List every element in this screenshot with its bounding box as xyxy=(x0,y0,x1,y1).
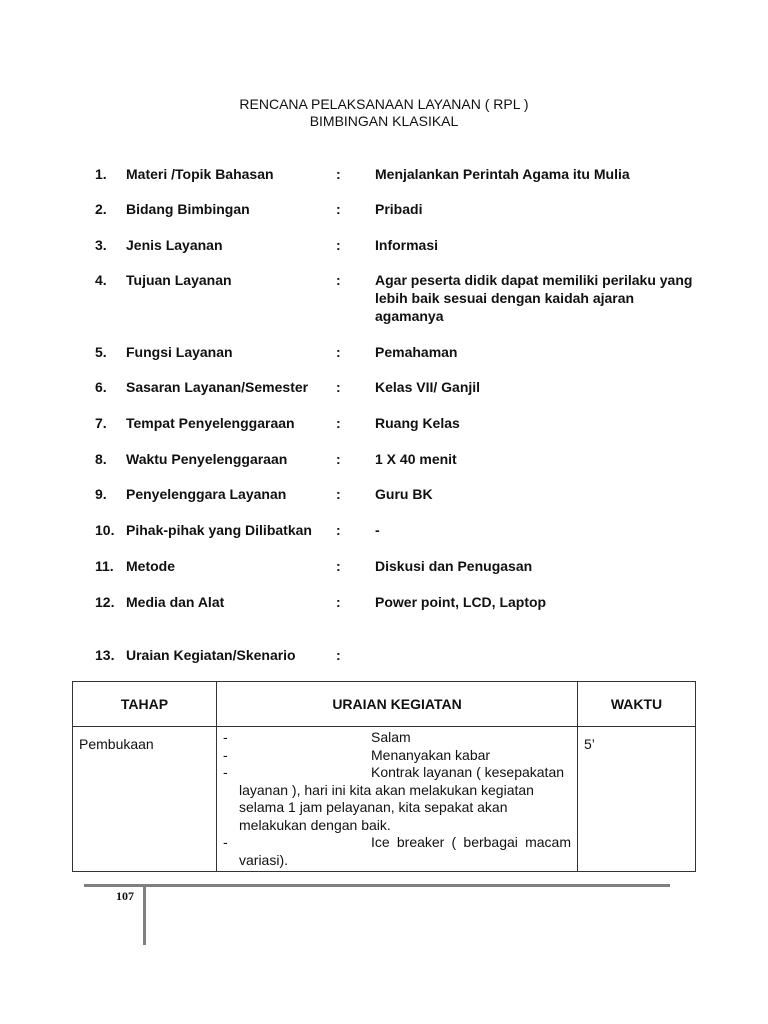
item-colon: : xyxy=(336,522,341,538)
footer-rule xyxy=(84,884,670,887)
item-label: Penyelenggara Layanan xyxy=(126,486,287,502)
item-value: 1 X 40 menit xyxy=(375,451,457,467)
item-colon: : xyxy=(336,486,341,502)
activity-text: Menanyakan kabar xyxy=(371,746,491,763)
cell-tahap: Pembukaan xyxy=(73,727,217,872)
item-number: 8. xyxy=(95,451,107,467)
table-row xyxy=(73,727,696,872)
item-colon: : xyxy=(336,647,341,663)
item-label: Fungsi Layanan xyxy=(126,344,233,360)
item-colon: : xyxy=(336,415,341,431)
activity-item xyxy=(223,747,571,765)
activity-text: Salam xyxy=(371,729,411,745)
item-label: Metode xyxy=(126,558,175,574)
item-colon: : xyxy=(336,379,341,395)
page-number: 107 xyxy=(116,889,134,903)
item-number: 6. xyxy=(95,379,107,395)
item-value: Pemahaman xyxy=(375,344,458,360)
item-value: Agar peserta didik dapat memiliki perilaku yang lebih baik sesuai dengan kaidah ajaran agamanya xyxy=(375,272,693,324)
item-value: Diskusi dan Penugasan xyxy=(375,558,533,574)
item-value: Guru BK xyxy=(375,486,433,502)
item-number: 3. xyxy=(95,237,107,253)
item-value: Kelas VII/ Ganjil xyxy=(375,379,481,395)
item-value: - xyxy=(375,522,380,538)
table-header-row xyxy=(73,682,696,727)
item-label: Tujuan Layanan xyxy=(126,272,232,288)
footer-vertical-rule xyxy=(143,885,146,945)
item-colon: : xyxy=(336,272,341,288)
item-label: Sasaran Layanan/Semester xyxy=(126,379,309,395)
cell-waktu: 5’ xyxy=(578,727,696,872)
cell-uraian xyxy=(217,727,578,872)
item-colon: : xyxy=(336,166,341,182)
item-colon: : xyxy=(336,558,341,574)
bullet-dash: - xyxy=(223,746,228,763)
item-colon: : xyxy=(336,201,341,217)
activity-text-continued: variasi). xyxy=(239,851,289,868)
document-subtitle: BIMBINGAN KLASIKAL xyxy=(309,113,459,129)
item-number: 5. xyxy=(95,344,107,360)
item-number: 4. xyxy=(95,272,107,288)
item-number: 1. xyxy=(95,166,107,182)
header-tahap: TAHAP xyxy=(73,682,217,727)
header-uraian: URAIAN KEGIATAN xyxy=(217,682,578,727)
activity-text: Ice breaker ( berbagai macam xyxy=(371,834,571,850)
item-value: Power point, LCD, Laptop xyxy=(375,594,547,610)
item-number: 10. xyxy=(95,522,115,538)
item-number: 2. xyxy=(95,201,107,217)
bullet-dash: - xyxy=(223,764,228,780)
item-value: Pribadi xyxy=(375,201,423,217)
document-title: RENCANA PELAKSANAAN LAYANAN ( RPL ) xyxy=(239,96,529,112)
item-number: 11. xyxy=(95,558,114,574)
item-value: Informasi xyxy=(375,237,439,253)
activity-item xyxy=(223,834,571,869)
activity-text: Kontrak layanan ( kesepakatan xyxy=(371,764,565,780)
item-number: 13. xyxy=(95,647,115,663)
header-waktu: WAKTU xyxy=(578,682,696,727)
activity-text-continued: layanan ), hari ini kita akan melakukan kegiatan selama 1 jam pelayanan, kita sepakat akan melakukan dengan baik. xyxy=(239,781,534,833)
activity-item xyxy=(223,764,571,834)
item-colon: : xyxy=(336,237,341,253)
bullet-dash: - xyxy=(223,729,228,745)
item-label: Media dan Alat xyxy=(126,594,225,610)
item-value: Menjalankan Perintah Agama itu Mulia xyxy=(375,166,630,182)
item-number: 7. xyxy=(95,415,107,431)
activity-table xyxy=(72,681,696,872)
item-colon: : xyxy=(336,344,341,360)
item-colon: : xyxy=(336,594,341,610)
item-number: 12. xyxy=(95,594,115,610)
item-colon: : xyxy=(336,451,341,467)
item-label: Materi /Topik Bahasan xyxy=(126,166,274,182)
item-label: Tempat Penyelenggaraan xyxy=(126,415,295,431)
item-value: Ruang Kelas xyxy=(375,415,460,431)
item-label: Bidang Bimbingan xyxy=(126,201,250,217)
item-label: Waktu Penyelenggaraan xyxy=(126,451,288,467)
activity-item xyxy=(223,729,571,747)
item-label: Pihak-pihak yang Dilibatkan xyxy=(126,522,312,538)
item-label: Uraian Kegiatan/Skenario xyxy=(126,647,296,663)
bullet-dash: - xyxy=(223,834,228,850)
item-label: Jenis Layanan xyxy=(126,237,223,253)
item-number: 9. xyxy=(95,486,107,502)
